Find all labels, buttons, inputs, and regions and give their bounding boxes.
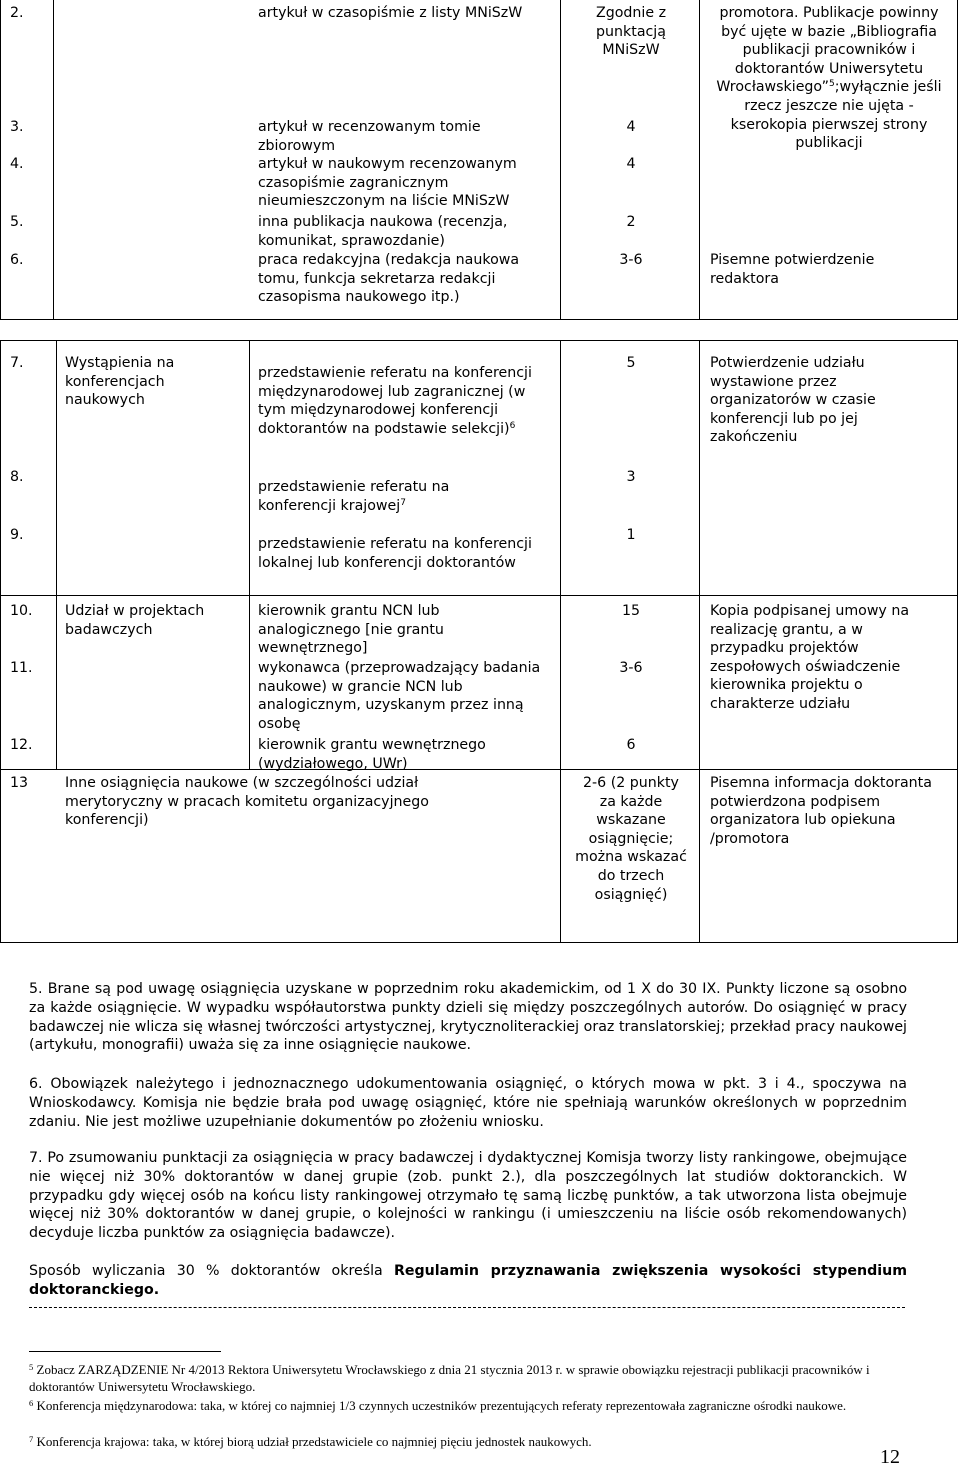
table-row-number: 11. — [10, 660, 33, 676]
table2-border-left — [0, 340, 1, 943]
table2-col-divider — [699, 340, 700, 943]
table-row-number: 10. — [10, 603, 33, 619]
table-row-description: kierownik grantu wewnętrznego (wydziałowego, UWr) — [258, 737, 486, 772]
table-row-points: 4 — [626, 119, 636, 135]
table-row-description: praca redakcyjna (redakcja naukowa tomu, funkcja sekretarza redakcji czasopisma naukowego itp.) — [258, 252, 520, 306]
table-row-description: artykuł w naukowym recenzowanym czasopiśmie zagranicznym nieumieszczonym na liście MNiSzW — [258, 156, 517, 210]
table2-col-divider — [560, 340, 561, 943]
table-row-points: 2 — [626, 214, 636, 230]
documentation-requirement: Kopia podpisanej umowy na realizację grantu, a w przypadku projektów zespołowych oświadczenie kierownika projektu o charakterze udziału — [710, 603, 910, 712]
fraction: 1/3 — [339, 1398, 356, 1413]
page-number: 12 — [880, 1446, 900, 1468]
table1-col-divider — [53, 0, 54, 320]
table-row-description: kierownik grantu NCN lub analogicznego [nie grantu wewnętrznego] — [258, 603, 444, 657]
footnote: $^7$ Konferencja krajowa: taka, w której biorą udział przedstawiciele co najmniej pięciu jednostek naukowych. — [29, 1434, 592, 1449]
note-paragraph: 6. Obowiązek należytego i jednoznacznego udokumentowania osiągnięć, o których mowa w pkt. 3 i 4., spoczywa na Wnioskodawcy. Komisja nie będzie brała pod uwagę osiągnięć, które nie spełniają warunków określonych w poprzednim zdaniu. Nie jest możliwe uzupełnianie dokumentów po złożeniu wniosku. — [29, 1076, 907, 1130]
table-row-number: 4. — [10, 156, 24, 172]
table2-border-top — [0, 340, 958, 341]
table-row-points: 6 — [626, 737, 636, 753]
table-row-points: 3-6 — [619, 252, 643, 268]
table-row-points: 1 — [626, 527, 636, 543]
dashed-separator — [29, 1307, 905, 1308]
table-row-points: 2-6 (2 punkty za każde wskazane osiągnięcie; można wskazać do trzech osiągnięć) — [575, 775, 687, 903]
table-row-points: 3 — [626, 469, 636, 485]
documentation-requirement: Pisemne potwierdzenie redaktora — [710, 252, 875, 287]
note-paragraph: 5. Brane są pod uwagę osiągnięcia uzyskane w poprzednim roku akademickim, od 1 X do 30 IX. Punkty liczone są osobno za każde osiągnięcie. W wypadku współautorstwa punkty dzieli się między poszczególnych autorów. Do osiągnięć w pracy badawczej nie wlicza się własnej twórczości artystycznej, krytycznoliterackiej oraz translatorskiej; przekład pracy naukowej (artykułu, monografii) uważa się za inne osiągnięcie naukowe. — [29, 981, 907, 1054]
table-row-description: Inne osiągnięcia naukowe (w szczególności udział merytoryczny w pracach komitetu organizacyjnego konferencji) — [65, 775, 429, 829]
table-row-description: wykonawca (przeprowadzający badania naukowe) w grancie NCN lub analogicznym, uzyskanym przez inną osobę — [258, 660, 541, 732]
table-row-points: 4 — [626, 156, 636, 172]
table-row-points: Zgodnie z punktacją MNiSzW — [595, 5, 667, 59]
table-row-number: 6. — [10, 252, 24, 268]
table-row-number: 3. — [10, 119, 24, 135]
table-row-description: inna publikacja naukowa (recenzja, komunikat, sprawozdanie) — [258, 214, 508, 249]
table2-section-divider — [0, 595, 958, 596]
table-row-points: 15 — [621, 603, 641, 619]
table-row-number: 9. — [10, 527, 24, 543]
table-row-description: artykuł w czasopiśmie z listy MNiSzW — [258, 5, 523, 21]
table1-border-right — [957, 0, 958, 320]
table-row-description: przedstawienie referatu na konferencji krajowej$^7$ — [258, 479, 450, 514]
category-label: Udział w projektach badawczych — [65, 603, 205, 638]
table-row-number: 2. — [10, 5, 24, 21]
documentation-requirement: Potwierdzenie udziału wystawione przez organizatorów w czasie konferencji lub po jej zakończeniu — [710, 355, 876, 446]
table-row-points: 5 — [626, 355, 636, 371]
table2-col-divider — [249, 340, 250, 769]
footnote: $^6$ Konferencja międzynarodowa: taka, w której co najmniej 1/3 czynnych uczestników prezentujących referaty reprezentowała zagraniczne ośrodki naukowe. — [29, 1398, 847, 1413]
method-paragraph: Sposób wyliczania 30 % doktorantów określa Regulamin przyznawania zwiększenia wysokości stypendium doktoranckiego. — [29, 1263, 907, 1298]
documentation-requirement: Pisemna informacja doktoranta potwierdzona podpisem organizatora lub opiekuna /promotora — [710, 775, 932, 847]
table-row-description: artykuł w recenzowanym tomie zbiorowym — [258, 119, 481, 154]
table-row-description: przedstawienie referatu na konferencji międzynarodowej lub zagranicznej (w tym międzynarodowej konferencji doktorantów na podstawie selekcji)$^6$ — [258, 365, 532, 437]
category-label: Wystąpienia na konferencjach naukowych — [65, 355, 175, 409]
table-row-description: przedstawienie referatu na konferencji lokalnej lub konferencji doktorantów — [258, 536, 532, 571]
note-paragraph: 7. Po zsumowaniu punktacji za osiągnięcia w pracy badawczej i dydaktycznej Komisja tworzy listy rankingowe, obejmujące nie więcej niż 30% doktorantów w danej grupie (zob. punkt 2.), dla poszczególnych lat studiów doktoranckich. W przypadku gdy więcej osób na końcu listy rankingowej otrzymało tę samą liczbę punktów, a tak utworzona lista obejmuje więcej niż 30% doktorantów w danej grupie, o kolejności w rankingu (i umieszczeniu na liście osób rekomendowanych) decyduje liczba punktów za osiągnięcia badawcze). — [29, 1150, 907, 1242]
footnote: $^5$ Zobacz ZARZĄDZENIE Nr 4/2013 Rektora Uniwersytetu Wrocławskiego z dnia 21 stycznia 2013 r. w sprawie obowiązku rejestracji publikacji pracowników i doktorantów Uniwersytetu Wrocławskiego. — [29, 1362, 870, 1394]
table1-border-bottom — [0, 319, 958, 320]
table-row-number: 5. — [10, 214, 24, 230]
table1-col-divider — [699, 0, 700, 320]
table2-border-bottom — [0, 942, 958, 943]
table-row-number: 12. — [10, 737, 33, 753]
table-row-number: 13 — [10, 775, 29, 791]
documentation-requirement: promotora. Publikacje powinny być ujęte w bazie „Bibliografia publikacji pracowników i doktorantów Uniwersytetu Wrocławskiego”$^5$;wyłącznie jeśli rzecz jeszcze nie ujęta - kserokopia pierwszej strony publikacji — [716, 5, 942, 152]
table1-border-left — [0, 0, 1, 320]
table-row-points: 3-6 — [619, 660, 643, 676]
table-row-number: 8. — [10, 469, 24, 485]
table2-col-divider — [56, 340, 57, 769]
table-row-number: 7. — [10, 355, 24, 371]
table2-border-right — [957, 340, 958, 943]
footnote-rule — [29, 1351, 221, 1352]
table1-col-divider — [560, 0, 561, 320]
